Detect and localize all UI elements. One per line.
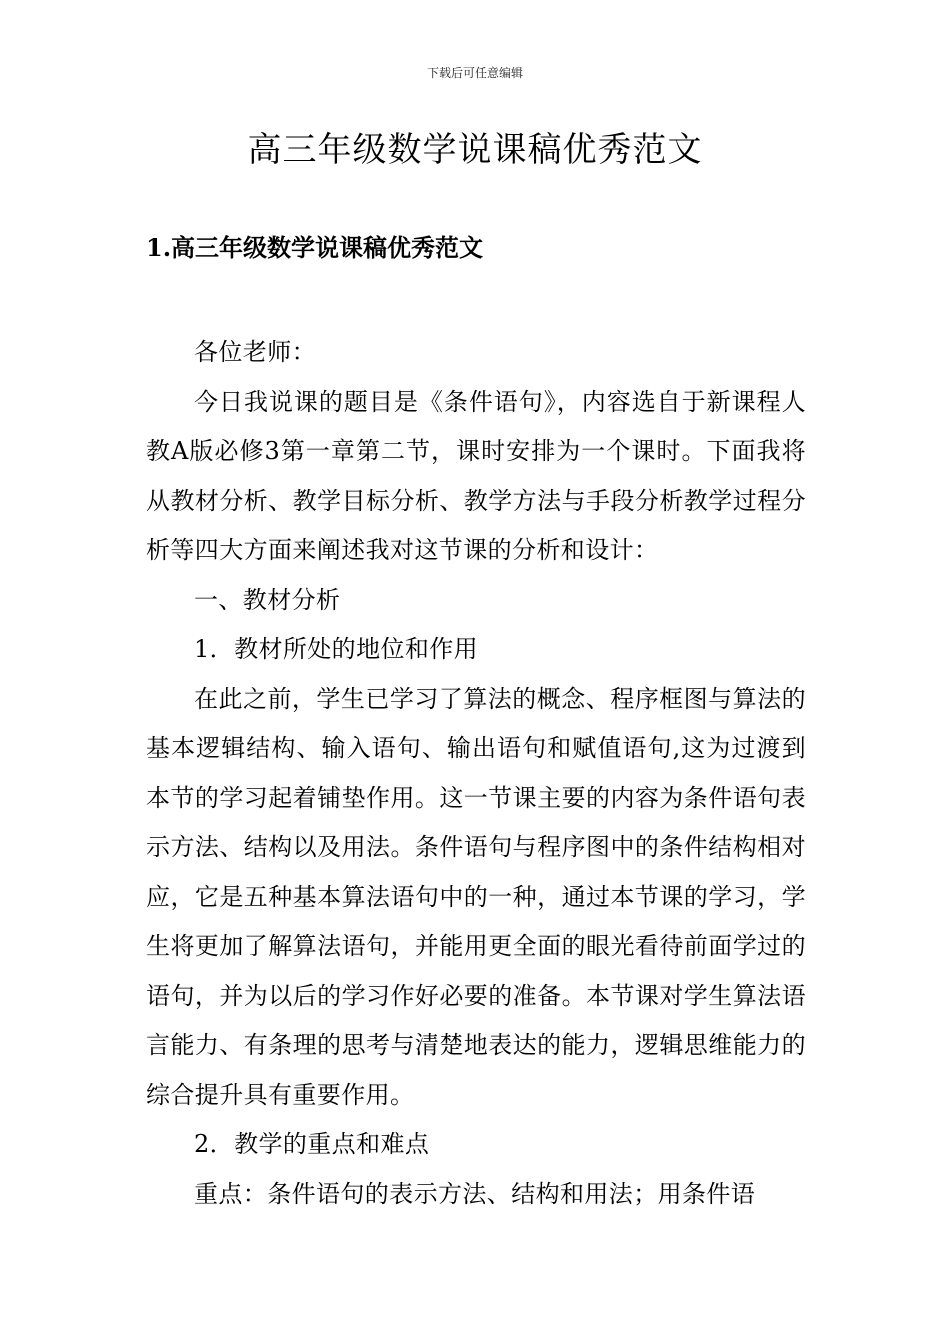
paragraph-heading-position-role: 1．教材所处的地位和作用: [194, 635, 479, 663]
paragraph-intro: 今日我说课的题目是《条件语句》，内容选自于新课程人教A版必修3第一章第二节，课时安排为一个课时。下面我将从教材分析、教学目标分析、教学方法与手段分析教学过程分析等四大方面来阐述我对这节课的分析和设计：: [146, 387, 806, 564]
paragraph-position-role: 在此之前，学生已学习了算法的概念、程序框图与算法的基本逻辑结构、输入语句、输出语句和赋值语句,这为过渡到本节的学习起着铺垫作用。这一节课主要的内容为条件语句表示方法、结构以及用法。条件语句与程序图中的条件结构相对应，它是五种基本算法语句中的一种，通过本节课的学习，学生将更加了解算法语句，并能用更全面的眼光看待前面学过的语句，并为以后的学习作好必要的准备。本节课对学生算法语言能力、有条理的思考与清楚地表达的能力，逻辑思维能力的综合提升具有重要作用。: [146, 684, 806, 1109]
paragraph-heading-textbook-analysis: 一、教材分析: [194, 585, 341, 614]
header-note: 下载后可任意编辑: [426, 66, 523, 80]
paragraph-heading-key-points: 2．教学的重点和难点: [194, 1130, 430, 1158]
document-body: [146, 328, 806, 1219]
paragraph-key-points: 重点：条件语句的表示方法、结构和用法；用条件语: [194, 1179, 756, 1208]
paragraph-greeting: 各位老师：: [194, 338, 316, 366]
document-title: 高三年级数学说课稿优秀范文: [247, 130, 703, 170]
section-heading: 1.高三年级数学说课稿优秀范文: [146, 233, 484, 262]
